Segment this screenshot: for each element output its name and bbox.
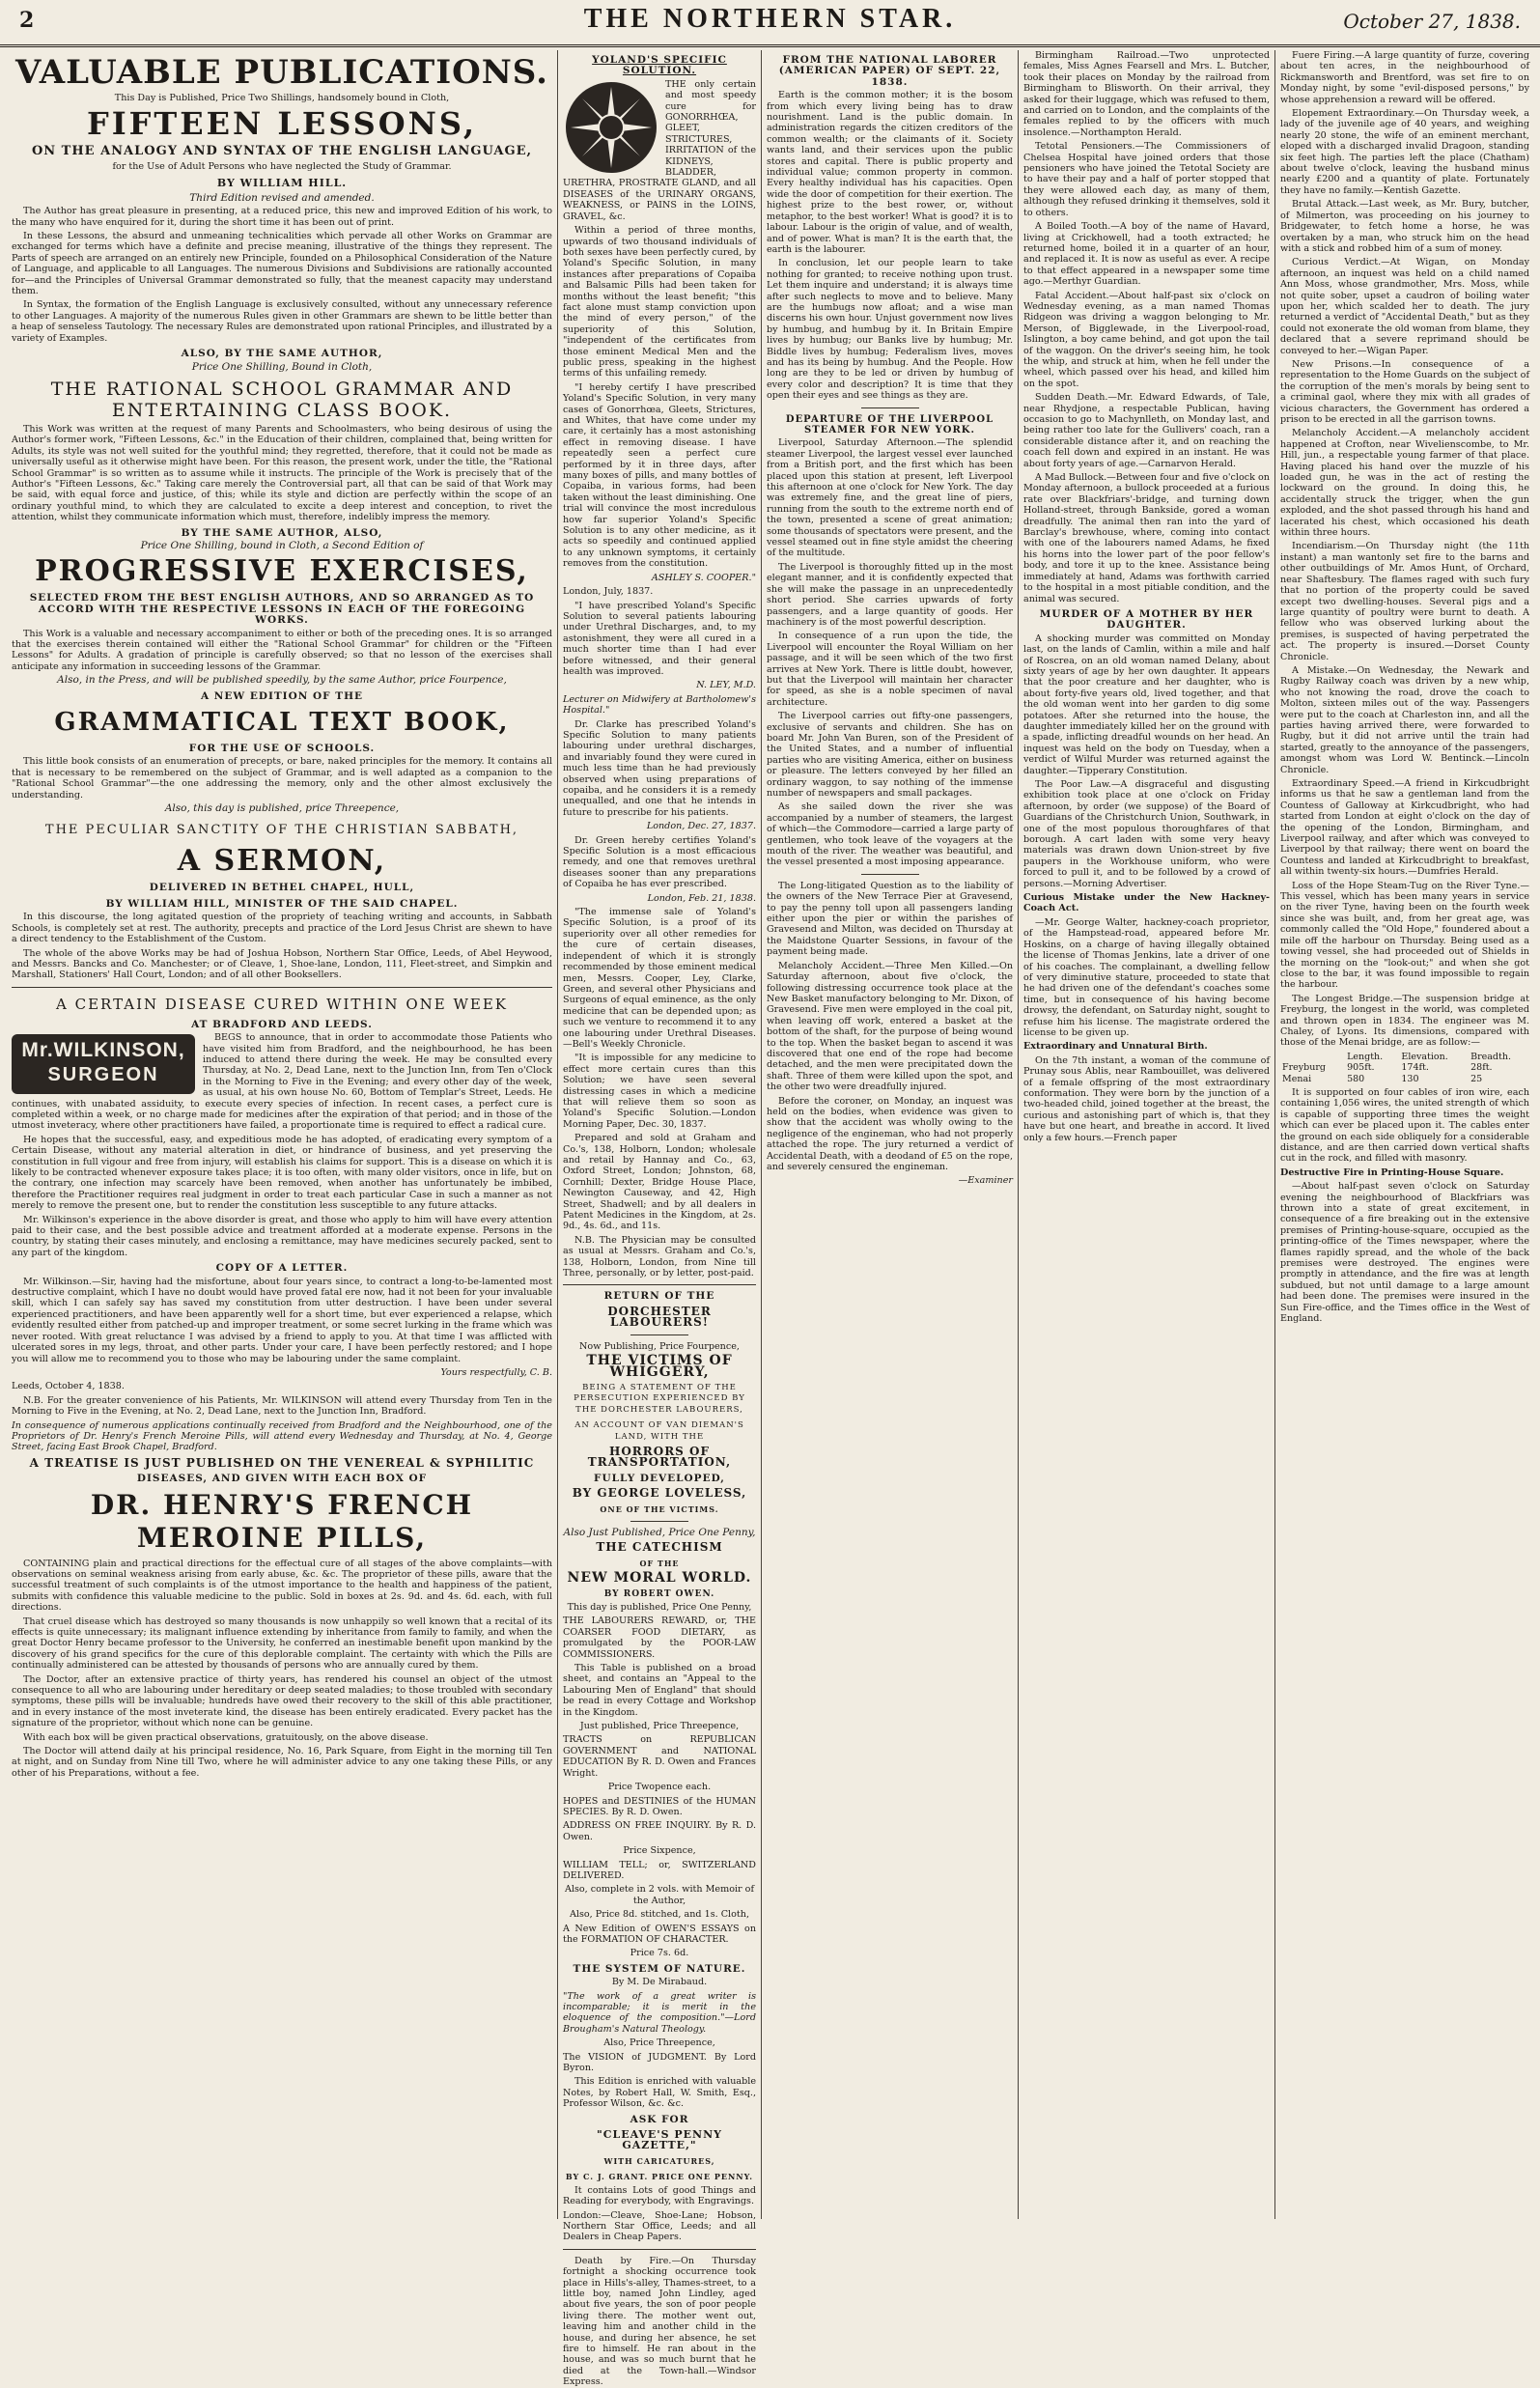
article-paragraph: The Author has great pleasure in presenting, at a reduced price, this new and improved Edition of his work, to the many who have enquired for it, during the short time it has been out of print. — [12, 206, 552, 228]
issue-date: October 27, 1838. — [1343, 10, 1521, 33]
gazette-title: "CLEAVE'S PENNY GAZETTE," — [596, 2128, 723, 2152]
sermon-title: A SERMON, — [177, 844, 387, 879]
article-paragraph: Extraordinary Speed.—A friend in Kirkcudbright informs us that he saw a gentleman land from the Countess of Galloway at Kirkcudbright, who had started from London at eight o'clock on the day of the opening of the London, Birmingham, and Liverpool railway, and after which was conveyed to Liverpool by that railway; there went on board the Countess and landed at Kirkcudbright to breakfast, all within twenty-six hours.—Dumfries Herald. — [1280, 778, 1529, 878]
bridge-table — [1280, 1052, 1529, 1084]
article-paragraph: —About half-past seven o'clock on Saturday evening the neighbourhood of Blackfriars was thrown into a state of great excitement, in consequence of a fire breaking out in the extensive premises of Printing-house-square, occupied as the printing-office of the Times newspaper, where the flames rapidly spread, and the whole of the back premises were destroyed. The engines were promptly in attendance, and the fire was at length subdued, but not until damage to a large amount had been done. The premises were insured in the Sun Fire-office, and the Times office in the West of England. — [1280, 1181, 1529, 1325]
article-paragraph: "The immense sale of Yoland's Specific Solution, is a proof of its superiority over all other remedies for the cure of certain diseases, independent of which it is strongly recommended by those eminent medical men, Messrs. Cooper, Ley, Clarke, Green, and several other Physicians and Surgeons of equal eminence, as the only medicine that can be depended upon; as such we venture to recommend it to any one labouring under Urethral Diseases.—Bell's Weekly Chronicle. — [563, 907, 756, 1050]
newspaper-title: THE NORTHERN STAR. — [583, 4, 957, 34]
testimonial-role: Lecturer on Midwifery at Bartholomew's Hospital." — [563, 693, 756, 716]
page-number: 2 — [19, 8, 35, 33]
also-just-note: Also Just Published, Price One Penny, — [563, 1526, 756, 1538]
price-note: Price One Shilling, Bound in Cloth, — [191, 360, 373, 373]
london-address: London:—Cleave, Shoe-Lane; Hobson, Northern Star Office, Leeds; and all Dealers in Cheap Papers. — [563, 2209, 756, 2243]
article-paragraph: BEGS to announce, that in order to accommodate those Patients who have visited him from Bradford, and the neighbourhood, he has been induced to attend there during the week. He may be consulted every Thursday, at No. 2, Dead Lane, next to the Junction Inn, from Ten o'Clock in the Morning to Five in the Evening; and every other day of the week, as usual, at his own house No. 60, Bottom of Templar's Street, Leeds. He continues, with unabated assiduity, to execute every species of infection. In recent cases, a perfect cure is completed within a week, or no charge made for medicines after the expiration of that period; and in those of the utmost inveteracy, where other practitioners have failed, a proportionate time is required to effect a radical cure. — [12, 1032, 552, 1132]
extraordinary-heading: Extraordinary and Unnatural Birth. — [1023, 1041, 1208, 1053]
article-paragraph: A shocking murder was committed on Monday last, on the lands of Camlin, within a mile and half of Roscrea, on an old woman named Delany, about sixty years of age by her own daughter. It appears that the poor creature and her daughter, who is about forty-five years old, lived together, and that the old woman went into her garden to dig some potatoes. After she returned into the house, the daughter immediately killed her on the ground with a spade, inflicting dreadful wounds on her head. An inquest was held on the body on Tuesday, when a verdict of Wilful Murder was returned against the daughter.—Tipperary Constitution. — [1023, 632, 1270, 776]
stamp-name: Mr.WILKINSON, — [21, 1039, 185, 1062]
article-paragraph: N.B. For the greater convenience of his Patients, Mr. WILKINSON will attend every Thursday from Ten in the Morning to Five in the Evening, at No. 2, Dead Lane, next to the Junction Inn, Bradford. — [12, 1394, 552, 1418]
article-paragraph: Fatal Accident.—About half-past six o'clock on Wednesday evening, as a man named Thomas Ridgeon was driving a waggon belonging to Mr. Merson, of Bigglewade, in the Liverpool-road, Islington, a boy came behind, and got upon the tail of the waggon. On the driver's seeing him, he took the whip, and struck at him, when he fell under the wheel, which passed over his head, and killed him on the spot. — [1023, 290, 1270, 389]
this-day-note: This day is published, Price One Penny, — [567, 1602, 752, 1613]
article-paragraph: In this discourse, the long agitated question of the propriety of teaching writing and accounts, in Sabbath Schools, is completely set at rest. The authority, precepts and practice of the Lord Jesus Christ are shewn to have a direct tendency to the Establishment of the Custom. — [12, 912, 552, 945]
article-paragraph: "It is impossible for any medicine to effect more certain cures than this Solution; we have seen several distressing cases in which a medicine that will relieve them so soon as Yoland's Specific Solution.—London Morning Paper, Dec. 30, 1837. — [563, 1053, 756, 1130]
reward-text: THE LABOURERS REWARD, or, THE COARSER FOOD DIETARY, as promulgated by the POOR-LAW COMMISSIONERS. — [563, 1615, 756, 1660]
fifteen-lessons-title: FIFTEEN LESSONS, — [86, 105, 478, 143]
new-edition-heading: A NEW EDITION OF THE — [201, 689, 363, 702]
article-paragraph: A Boiled Tooth.—A boy of the name of Havard, living at Crickhowell, had a tooth extracted; he returned home, boiled it in a quarter of an hour, and replaced it. It is now as useful as ever. A recipe to that effect appeared in a newspaper some time ago.—Merthyr Guardian. — [1023, 221, 1270, 288]
letter-signature: Yours respectfully, C. B. — [440, 1366, 552, 1378]
for-schools-note: FOR THE USE OF SCHOOLS. — [188, 743, 376, 755]
moral-world-title: NEW MORAL WORLD. — [567, 1570, 752, 1587]
article-paragraph: That cruel disease which has destroyed so many thousands is now unhappily so well known that a recital of its effects is quite unnecessary; its malignant influence extending by inheritance from family to family, and when the great Doctor Henry became professor to the University, he conferred an inestimable benefit upon mankind by the discovery of his grand specifics for the cure of this deplorable complaint. The certainty with which the Pills are continually administered can be attested by thousands of persons who are annually cured by them. — [12, 1615, 552, 1672]
article-paragraph: This Table is published on a broad sheet, and contains an "Appeal to the Labouring Men of England" that should be read in every Cottage and Workshop in the Kingdom. — [563, 1663, 756, 1718]
article-paragraph: Within a period of three months, upwards of two thousand individuals of both sexes have been perfectly cured, by Yoland's Specific Solution, in many instances after preparations of Copaiba and Balsamic Pills had been taken for months without the least benefit; "this fact alone must stamp conviction upon the mind of every person," of the superiority of this Solution, "independent of the certificates from those eminent Medical Men and the public press, speaking in the highest terms of this unfailing remedy. — [563, 225, 756, 379]
mirabaud-byline: By M. De Mirabaud. — [611, 1977, 708, 1988]
article-paragraph: Dr. Clarke has prescribed Yoland's Specific Solution to many patients labouring under urethral discharges, and invariably found they were cured in much less time than he had previously observed when using preparations of copaiba, and he considers it is a remedy unequalled, and one that he intends in future to prescribe for his patients. — [563, 718, 756, 818]
price-note: Also, Price Threepence, — [603, 2037, 715, 2049]
article-paragraph: Melancholy Accident.—Three Men Killed.—On Saturday afternoon, about five o'clock, the following distressing occurrence took place at the New Basket manufactory belonging to Mr. Dixon, of Gravesend. Five men were employed in the coal pit, when leaving off work, entered a basket at the bottom of the shaft, for the purpose of being wound to the top. When the basket began to ascend it was discovered that one end of the rope had become detached, and the men were precipitated down the shaft. Three of them were killed upon the spot, and the other two were dreadfully injured. — [767, 960, 1013, 1093]
article-paragraph: It contains Lots of good Things and Reading for everybody, with Engravings. — [563, 2184, 756, 2207]
article-paragraph: Birmingham Railroad.—Two unprotected females, Miss Agnes Fearsell and Mrs. L. Butcher, took their places on Monday by the railroad from Birmingham to Blisworth. On their arrival, they asked for their luggage, which was refused to them, and carried on to London, and the complaints of the females replied to by the officers with much insolence.—Northampton Herald. — [1023, 50, 1270, 138]
grammatical-text-book-title: GRAMMATICAL TEXT BOOK, — [54, 708, 510, 738]
fifteen-lessons-subtitle: ON THE ANALOGY AND SYNTAX OF THE ENGLISH LANGUAGE, — [31, 144, 533, 159]
fully-developed: FULLY DEVELOPED, — [594, 1472, 725, 1484]
article-paragraph: In Syntax, the formation of the English Language is exclusively consulted, without any unnecessary reference to other Languages. A majority of the numerous Rules given in other Grammars are shewn to be little better than a heap of senseless Tautology. The necessary Rules are demonstrated upon rational Principles, and illustrated by a variety of Examples. — [12, 299, 552, 344]
article-paragraph: Brutal Attack.—Last week, as Mr. Bury, butcher, of Milmerton, was proceeding on his journey to Bridgewater, to fetch home a horse, he was overtaken by a man, who struck him on the head with a stick and robbed him of a sum of money. — [1280, 199, 1529, 254]
table-row — [1280, 1052, 1529, 1062]
copy-letter-heading: COPY OF A LETTER. — [215, 1262, 349, 1275]
valuable-publications-heading: VALUABLE PUBLICATIONS. — [15, 53, 548, 92]
article-paragraph: "I hereby certify I have prescribed Yoland's Specific Solution, in very many cases of Gonorrhœa, Gleets, Strictures, and Whites, that have come under my care, it certainly has a most astonishing effect in removing disease. I have repeatedly seen a perfect cure performed by it in three days, after many boxes of pills, and many bottles of Copaiba, in various forms, had been taken without the least diminishing. One trial will convince the most incredulous how far superior Yoland's Specific Solution is to any other medicine, as it acts so speedily and continued applied to any unknown symptoms, it certainly removes from the constitution. — [563, 381, 756, 570]
now-publishing-note: Now Publishing, Price Fourpence, — [579, 1340, 740, 1352]
article-paragraph: Liverpool, Saturday Afternoon.—The splendid steamer Liverpool, the largest vessel ever launched from a British port, and the first which has been placed upon this station at present, left Liverpool this afternoon at one o'clock for New York. The day was extremely fine, and the great line of piers, running from the south to the extreme north end of the town, presented a scene of great animation; some thousands of spectators were present, and the vessel steamed out in fine style amidst the cheering of the multitude. — [767, 437, 1013, 559]
article-paragraph: Elopement Extraordinary.—On Thursday week, a lady of the juvenile age of 40 years, and weighing nearly 20 stone, the wife of an eminent merchant, eloped with a discharged invalid Dragoon, standing six feet high. The parties left the place (Chatham) about twelve o'clock, leaving the husband minus nearly £200 and a quantity of plate. Fortunately they have no family.—Kentish Gazette. — [1280, 108, 1529, 196]
wilkinson-surgeon-stamp — [12, 1034, 195, 1094]
treatise-subheading: DISEASES, AND GIVEN WITH EACH BOX OF — [136, 1473, 428, 1485]
column-rule — [1274, 50, 1275, 2219]
testimonial-date: London, Dec. 27, 1837. — [646, 821, 756, 832]
horrors-heading: HORRORS OF TRANSPORTATION, — [587, 1444, 732, 1470]
rational-grammar-title: THE RATIONAL SCHOOL GRAMMAR AND ENTERTAINING CLASS BOOK. — [50, 378, 514, 421]
hopes-text: HOPES and DESTINIES of the HUMAN SPECIES. By R. D. Owen. — [563, 1795, 756, 1817]
fifteen-lessons-subtitle-2: for the Use of Adult Persons who have neglected the Study of Grammar. — [112, 161, 452, 173]
letter-date: Leeds, October 4, 1838. — [12, 1381, 125, 1392]
price-note: Also, Price 8d. stitched, and 1s. Cloth, — [569, 1909, 749, 1921]
article-paragraph: Mr. Wilkinson.—Sir, having had the misfortune, about four years since, to contract a long-to-be-lamented most destructive complaint, which I have no doubt would have proved fatal ere now, had it not been for your invaluable skill, which I can safely say has saved my constitution from utter destruction. I have been under several experienced practitioners, and have been apparently well for a short time, but ever experienced a relapse, which evidently resulted either from patched-up and improper treatment, or some secret lurking in the frame which was never rooted. With great reluctance I was advised by a friend to apply to you. At that time I was afflicted with ulcerated sores in my legs, throat, and other parts. Under your care, I have been perfectly restored; and I hope you will allow me to recommend you to those who may be labouring under the same complaint. — [12, 1276, 552, 1364]
column-3 — [767, 50, 1013, 2219]
article-paragraph: With each box will be given practical observations, gratuitously, on the above disease. — [23, 1731, 429, 1743]
table-cell: Breadth. — [1470, 1051, 1511, 1062]
table-cell: Elevation. — [1401, 1051, 1448, 1062]
price-note: Price Sixpence, — [623, 1845, 696, 1857]
article-paragraph: Melancholy Accident.—A melancholy accident happened at Crofton, near Wivelienscombe, to Mr. Hill, jun., a respectable young farmer of that place. Having placed his hand over the muzzle of his loaded gun, he was in the act of resting the lockward on the ground. In doing this, he accidentally struck the trigger, when the gun exploded, and the shot passed through his hand and lacerated his chest, which occasioned his death within three hours. — [1280, 428, 1529, 539]
testimonial-date: London, July, 1837. — [563, 586, 654, 598]
return-heading: RETURN OF THE — [603, 1290, 715, 1303]
article-paragraph: This Work is a valuable and necessary accompaniment to either or both of the preceding ones. It is so arranged that the exercises therein contained will either the "Rational School Grammar" for children or the "Fifteen Lessons" for Adults. A gradation of principle is carefully observed; so that no lesson of the exercises shall anticipate any information in succeeding lessons of the Grammar. — [12, 628, 552, 672]
masthead — [0, 0, 1540, 47]
mirabaud-quote: "The work of a great writer is incomparable; it is merit in the eloquence of the composition."—Lord Brougham's Natural Theology. — [563, 1990, 756, 2035]
sabbath-heading: THE PECULIAR SANCTITY OF THE CHRISTIAN SABBATH, — [44, 823, 519, 838]
article-paragraph: Loss of the Hope Steam-Tug on the River Tyne.—This vessel, which has been many years in service on the river Tyne, having been on the fourth week since she was built, and, from her great age, was commonly called the "Old Hope," foundered about a mile off the harbour on Thursday. Being used as a towing vessel, she had proceeded out of Shields in the morning on the "look-out;" and when she got close to the bar, it was found impossible to regain the harbour. — [1280, 880, 1529, 991]
same-author-heading: BY THE SAME AUTHOR, ALSO, — [181, 526, 383, 539]
fire-heading: Destructive Fire in Printing-House Square. — [1280, 1166, 1504, 1178]
table-cell — [1280, 1052, 1345, 1062]
author-byline: BY WILLIAM HILL. — [216, 176, 348, 189]
cure-heading: A CERTAIN DISEASE CURED WITHIN ONE WEEK — [56, 995, 508, 1013]
national-laborer-heading: FROM THE NATIONAL LABORER (AMERICAN PAPER) OF SEPT. 22, 1838. — [778, 54, 1001, 88]
article-paragraph: In conclusion, let our people learn to take nothing for granted; to receive nothing upon trust. Let them inquire and understand; it is always time after such neglects to move and to believe. Many are the humbugs now afloat; and a wise man discerns his own hour. Unjust government now lives by humbug, and humbug by it. In Britain Empire lives by humbug; our Banks live by humbug; Mr. Biddle lives by humbug; Federalism lives, moves and has its being by humbug. And the People. How long are they to be led or driven by humbug of every color and description? It is time that they open their eyes and see things as they are. — [767, 258, 1013, 402]
column-rule — [1018, 50, 1019, 2219]
table-cell: Menai — [1282, 1073, 1312, 1084]
victims-title: THE VICTIMS OF WHIGGERY, — [586, 1353, 733, 1380]
article-paragraph: Tetotal Pensioners.—The Commissioners of Chelsea Hospital have joined orders that those pensioners who have joined the Tetotal Society are to have their pay and a half of porter stopped that they were allowed each day, as many of them, although they refused drinking it themselves, sold it to others. — [1023, 141, 1270, 218]
article-paragraph: The Liverpool carries out fifty-one passengers, exclusive of servants and children. She has on board Mr. John Van Buren, son of the President of the United States, and a number of influential parties who are visiting America, either on business or pleasure. The letters conveyed by her filled an ordinary waggon, to say nothing of the immense number of newspapers and small packages. — [767, 711, 1013, 799]
price-note: Price 7s. 6d. — [630, 1948, 689, 1959]
address-text: ADDRESS ON FREE INQUIRY. By R. D. Owen. — [563, 1820, 756, 1842]
victims-subtitle: BEING A STATEMENT OF THE PERSECUTION EXPERIENCED BY THE DORCHESTER LABOURERS, — [574, 1382, 745, 1415]
consequence-note: In consequence of numerous applications continually received from Bradford and the Neighbourhood, one of the Proprietors of Dr. Henry's French Meroine Pills, will attend every Wednesday and Thursday, at No. 4, George Street, facing East Brook Chapel, Bradford. — [12, 1419, 552, 1453]
column-1 — [12, 50, 552, 2219]
of-the: OF THE — [639, 1558, 680, 1568]
table-row — [1280, 1074, 1529, 1084]
publication-intro: This Day is Published, Price Two Shillings, handsomely bound in Cloth, — [114, 93, 450, 103]
table-cell: 25 — [1470, 1073, 1483, 1084]
caricatures-note: WITH CARICATURES, — [603, 2155, 715, 2166]
article-paragraph: The Poor Law.—A disgraceful and disgusting exhibition took place at one o'clock on Friday afternoon, by order (we suppose) of the Board of Guardians of the Christchurch Union, Southwark, in one of the most populous thoroughfares of that borough. A cart laden with some very heavy materials was drawn down Union-street by five paupers in the Workhouse uniform, who were forced to pull it, and to be followed by a crowd of persons.—Morning Advertiser. — [1023, 779, 1270, 889]
article-paragraph: The Liverpool is thoroughly fitted up in the most elegant manner, and it is confidently expected that she will make the passage in an unprecedentedly short period. She carries upwards of forty passengers, and a large quantity of goods. Her machinery is of the most powerful description. — [767, 561, 1013, 628]
cure-subheading: AT BRADFORD AND LEEDS. — [191, 1018, 373, 1030]
article-paragraph: The Doctor, after an extensive practice of thirty years, has rendered his counsel an object of the utmost consequence to all who are labouring under hereditary or deep seated maladies; to those troubled with secondary symptoms, these pills will be invaluable; hundreds have owed their recovery to the skill of this able practitioner, and in every instance of the most inveterate kind, the disease has been entirely eradicated. Every packet has the signature of the proprietor, without which none can be genuine. — [12, 1673, 552, 1729]
article-paragraph: Earth is the common mother; it is the bosom from which every living being has to draw nourishment. Land is the public domain. In administration regards the citizen creditors of the common wealth; or the claimants of it. Society wants land, and their services upon the public stores and capital. There is public property and individual value; common property in common. Every healthy individual has his capacities. Open wide the door of competition for their exertion. The highest prize to the best rower, or, without metaphor, to the best worker! What is good? it is to labour. Labour is the origin of value, and of wealth, and of power. What is man? It is the earth that, the earth is the labourer. — [767, 90, 1013, 255]
starburst-seal-icon — [563, 79, 659, 176]
article-paragraph: N.B. The Physician may be consulted as usual at Messrs. Graham and Co.'s, 138, Holborn, London, from Nine till Three, personally, or by letter, post-paid. — [563, 1234, 756, 1279]
also-by-heading: ALSO, BY THE SAME AUTHOR, — [181, 348, 383, 360]
article-paragraph: In consequence of a run upon the tide, the Liverpool will encounter the Royal William on her passage, and it will be seen which of the two first arrives at New York. There is little doubt, however, but that the Liverpool will maintain her character for speed, as she is a noble specimen of naval architecture. — [767, 631, 1013, 708]
article-paragraph: As she sailed down the river she was accompanied by a number of steamers, the largest of which—the Commodore—carried a large party of gentlemen, who took leave of the voyagers at the mouth of the river. The weather was beautiful, and the vessel presented a most imposing appearance. — [767, 801, 1013, 868]
dorchester-heading: DORCHESTER LABOURERS! — [607, 1304, 712, 1330]
sermon-byline: BY WILLIAM HILL, MINISTER OF THE SAID CHAPEL. — [105, 897, 459, 910]
owen-essays-text: A New Edition of OWEN'S ESSAYS on the FORMATION OF CHARACTER. — [563, 1923, 756, 1945]
tracts-text: TRACTS on REPUBLICAN GOVERNMENT and NATIONAL EDUCATION By R. D. Owen and Frances Wright. — [563, 1734, 756, 1779]
column-rule — [761, 50, 762, 2219]
article-paragraph: This little book consists of an enumeration of precepts, or bare, naked principles for the memory. It contains all that is necessary to be remembered on the subject of Grammar, and is well adapted as a companion to the "Rational School Grammar"—the one addressing the memory, only and the other almost exclusively the understanding. — [12, 756, 552, 801]
price-note: Price One Shilling, bound in Cloth, a Second Edition of — [140, 539, 424, 551]
column-2 — [563, 50, 756, 2388]
specific-intro: THE only certain and most speedy cure for GONORRHŒA, GLEET, STRICTURES, IRRITATION of the KIDNEYS, BLADDER, URETHRA, PROSTRATE GLAND, and all DISEASES of the URINARY ORGANS, WEAKNESS, or PAINS in the LOINS, GRAVEL, &c. — [563, 78, 756, 222]
curious-heading: Curious Mistake under the New Hackney-Coach Act. — [1023, 892, 1270, 914]
sermon-delivered: DELIVERED IN BETHEL CHAPEL, HULL, — [149, 882, 415, 894]
in-press-note: Also, in the Press, and will be published speedily, by the same Author, price Fourpence, — [57, 674, 507, 687]
article-paragraph: Fuere Firing.—A large quantity of furze, covering about ten acres, in the neighbourhood of Rickmansworth and Brentford, was set fire to on Monday night, by some "evil-disposed persons," by whose apprehension a reward will be offered. — [1280, 50, 1529, 105]
article-paragraph: The Doctor will attend daily at his principal residence, No. 16, Park Square, from Eight in the morning till Ten at night, and on Sunday from Nine till Two, where he will administer advice to any one taking these Pills, or any other of his Preparations, without a fee. — [12, 1746, 552, 1779]
also-this-day-note: Also, this day is published, price Threepence, — [164, 802, 400, 815]
table-cell: 905ft. — [1347, 1062, 1375, 1074]
article-paragraph: It is supported on four cables of iron wire, each containing 1,056 wires, the united strength of which is capable of supporting three times the weight which can ever be placed upon it. The cables enter the ground on each side obliquely for a considerable distance, and are then carried down vertical shafts cut in the rock, and filled with masonry. — [1280, 1086, 1529, 1165]
stamp-title: SURGEON — [47, 1064, 159, 1086]
owen-byline: BY ROBERT OWEN. — [603, 1588, 715, 1599]
system-nature-title: THE SYSTEM OF NATURE. — [573, 1962, 746, 1975]
article-paragraph: Curious Verdict.—At Wigan, on Monday afternoon, an inquest was held on a child named Ann Moss, whose grandmother, Mrs. Moss, while not quite sober, upset a caudron of boiling water upon her, which scalded her to death. The jury returned a verdict of "Accidental Death," but as they could not exonerate the old woman from blame, they declared that a severe reprimand should be conveyed to her.—Wigan Paper. — [1280, 257, 1529, 356]
loveless-byline: BY GEORGE LOVELESS, — [572, 1486, 747, 1501]
article-paragraph: CONTAINING plain and practical directions for the effectual cure of all stages of the above complaints—with observations on seminal weakness arising from early abuse, &c. &c. The proprietor of these pills, aware that the successful treatment of such complaints is of the utmost importance to the health and happiness of the patient, submits with confidence this valuable medicine to the public. Sold in boxes at 2s. 9d. and 4s. 6d. each, with full directions. — [12, 1558, 552, 1614]
article-paragraph: A Mistake.—On Wednesday, the Newark and Rugby Railway coach was driven by a new whip, who not knowing the road, drove the coach to Molton, sixteen miles out of the way. Passengers were put to the coach at Charleston inn, and all the parties having arrived there, were forwarded to Rugby, but it did not arrive until the train had started, greatly to the annoyance of the passengers, amongst whom was Lord W. Bentinck.—Lincoln Chronicle. — [1280, 664, 1529, 775]
article-paragraph: The Long-litigated Question as to the liability of the owners of the New Terrace Pier at Gravesend, to pay the penny toll upon all passengers landing either upon the pier or within the parishes of Gravesend and Milton, was decided on Thursday at the Maidstone Quarter Sessions, in favour of the payment being made. — [767, 880, 1013, 958]
henry-pills-title: DR. HENRY'S FRENCH MEROINE PILLS, — [90, 1488, 474, 1554]
edition-note: Third Edition revised and amended. — [189, 191, 375, 204]
article-paragraph: "I have prescribed Yoland's Specific Solution to several patients labouring under Urethral Discharges, and, to my astonishment, they were all cured in a much shorter time than I had ever before witnessed, and their general health was improved. — [563, 600, 756, 677]
article-paragraph: A Mad Bullock.—Between four and five o'clock on Monday afternoon, a bullock proceeded at a furious rate over Blackfriars'-bridge, and turning down Holland-street, through Bankside, gored a woman dreadfully. The animal then ran into the yard of Barclay's brewhouse, where, coming into contact with one of the labourers named Adams, he fixed his horns into the lower part of the poor fellow's body, and tore it up to the knee. Assistance being immediately at hand, Adams was forthwith carried to the hospital in a most pitiable condition, and the animal was secured. — [1023, 472, 1270, 604]
article-paragraph: This Work was written at the request of many Parents and Schoolmasters, who being desirous of using the Author's former work, "Fifteen Lessons, &c." in the Education of their children, complained that, being written for Adults, its style was not well suited for the youthful mind; they regretted, therefore, that it could not be made as universally useful as it otherwise might have been. For this reason, the present work, under the title, the "Rational School Grammar" is so written as to assume while it instructs. The principle of the Work is precisely that of the Author's "Fifteen Lessons, &c." Taking care merely the Controversial part, all that can be said of that Work may be said, with equal force and justice, of this; while its style and diction are perfectly within the scope of an ordinary youthful mind, to which they are calculated to excite a deep interest and conception, to rivet the attention, whilst they communicate information which must, therefore, indelibly impress the memory. — [12, 423, 552, 523]
catechism-title: THE CATECHISM — [596, 1540, 723, 1555]
source-attribution: —Examiner — [958, 1175, 1013, 1187]
article-paragraph: Sudden Death.—Mr. Edward Edwards, of Tale, near Rhydjone, a respectable Publican, having occasion to go to Machynlleth, on Monday last, and being rather too late for the Gullivers' coach, ran a considerable distance after it, and on reaching the coach fell down and expired in an instant. He was about forty years of age.—Carnarvon Herald. — [1023, 392, 1270, 469]
table-cell: 174ft. — [1401, 1062, 1429, 1074]
cleave-byline: BY C. J. GRANT. PRICE ONE PENNY. — [565, 2172, 754, 2182]
article-paragraph: The Longest Bridge.—The suspension bridge at Freyburg, the longest in the world, was completed and thrown open in 1834. The engineer was M. Chaley, of Lyons. Its dimensions, compared with those of the Menai bridge, are as follow:— — [1280, 993, 1529, 1049]
just-published-note: Just published, Price Threepence, — [579, 1721, 740, 1732]
specific-solution-heading: YOLAND'S SPECIFIC SOLUTION. — [592, 54, 727, 77]
treatise-heading: A TREATISE IS JUST PUBLISHED ON THE VENEREAL & SYPHILITIC — [29, 1455, 535, 1470]
progressive-subtitle: SELECTED FROM THE BEST ENGLISH AUTHORS, AND SO ARRANGED AS TO ACCORD WITH THE RESPECTIVE LESSONS IN EACH OF THE FOREGOING WORKS. — [29, 592, 535, 627]
column-4 — [1023, 50, 1270, 2219]
article-paragraph: Prepared and sold at Graham and Co.'s, 138, Holborn, London; wholesale and retail by Hannay and Co., 63, Oxford Street, London; Johnston, 68, Cornhill; Dexter, Bridge House Place, Newington Causeway, and 42, High Street, Shadwell; and by all dealers in Patent Medicines in the Kingdom, at 2s. 9d., 4s. 6d., and 11s. — [563, 1133, 756, 1232]
article-paragraph: —Mr. George Walter, hackney-coach proprietor, of the Hampstead-road, appeared before Mr. Hoskins, on a charge of having illegally obtained the license of Thomas Jenkins, late a driver of one of his coaches. The complainant, a dwelling fellow of very diminutive stature, proceeded to state that he had driven one of the defendant's coaches some time, but in consequence of his having become drowsy, the defendant, on Saturday night, sought to refuse him his license. The magistrate ordered the license to be given up. — [1023, 916, 1270, 1038]
liverpool-steamer-heading: DEPARTURE OF THE LIVERPOOL STEAMER FOR NEW YORK. — [785, 413, 994, 435]
table-row — [1280, 1062, 1529, 1073]
article-paragraph: Before the coroner, on Monday, an inquest was held on the bodies, when evidence was given to show that the accident was wholly owing to the negligence of the engineman, who had not properly attached the rope. The jury returned a verdict of Accidental Death, with a deodand of £5 on the rope, and severely censured the engineman. — [767, 1095, 1013, 1172]
article-paragraph: On the 7th instant, a woman of the commune of Prunay sous Ablis, near Rambouillet, was delivered of a female offspring of the most extraordinary conformation. They were born by the junction of a two-headed child, joined together at the breast, the curious and astonishing part of which is, that they have but one heart, and breathe in accord. It lived only a few hours.—French paper — [1023, 1054, 1270, 1143]
article-paragraph: Mr. Wilkinson's experience in the above disorder is great, and those who apply to him will have every attention paid to their case, and the best possible advice and treatment afforded at a moderate expense. Persons in the country, by stating their cases minutely, and enclosing a remittance, may have medicines securely packed, sent to any part of the kingdom. — [12, 1214, 552, 1258]
table-cell: 580 — [1347, 1073, 1365, 1084]
murder-heading: MURDER OF A MOTHER BY HER DAUGHTER. — [1039, 607, 1254, 632]
column-rule — [557, 50, 558, 2219]
article-paragraph: New Prisons.—In consequence of a representation to the Home Guards on the subject of the corruption of the men's morals by being sent to a criminal gaol, where they mix with all grades of vicious characters, the Government has ordered a prison to be erected in all the garrison towns. — [1280, 358, 1529, 425]
victims-subtitle-2: AN ACCOUNT OF VAN DIEMAN'S LAND, WITH THE — [574, 1420, 744, 1442]
testimonial-date: London, Feb. 21, 1838. — [647, 892, 756, 904]
table-cell: 130 — [1401, 1073, 1419, 1084]
article-paragraph: Death by Fire.—On Thursday fortnight a shocking occurrence took place in Hills's-alley, Thames-street, to a little boy, named John Lindley, aged about five years, the son of poor people living there. The mother went out, leaving him and another child in the house, and during her absence, he set fire to himself. He ran about in the house, and was so much burnt that he died at the Town-hall.—Windsor Express. — [563, 2255, 756, 2388]
also-complete-note: Also, complete in 2 vols. with Memoir of the Author, — [564, 1884, 755, 1906]
article-paragraph: Incendiarism.—On Thursday night (the 11th instant) a man wantonly set fire to the barns and other outbuildings of Mr. Amos Hunt, of Orchard, near Shaftesbury. The flames raged with such fury that no portion of the property could be saved except two dwelling-houses. Several pigs and a large quantity of poultry were burnt to death. A fellow who was observed lurking about the premises, is suspected of having perpetrated the act. The property is insured.—Dorset County Chronicle. — [1280, 541, 1529, 662]
price-note: Price Twopence each. — [607, 1782, 712, 1793]
one-of-victims: ONE OF THE VICTIMS. — [600, 1503, 719, 1514]
william-tell-text: WILLIAM TELL; or, SWITZERLAND DELIVERED. — [563, 1859, 756, 1881]
article-paragraph: This Edition is enriched with valuable Notes, by Robert Hall, W. Smith, Esq., Professor Wilson, &c. &c. — [563, 2076, 756, 2110]
table-cell: 28ft. — [1470, 1062, 1493, 1074]
progressive-exercises-title: PROGRESSIVE EXERCISES, — [35, 554, 529, 589]
ask-for-heading: ASK FOR — [630, 2113, 689, 2125]
article-paragraph: Dr. Green hereby certifies Yoland's Specific Solution is a most efficacious remedy, and one that removes urethral diseases sooner than any preparations of Copaiba he has ever prescribed. — [563, 834, 756, 890]
article-paragraph: He hopes that the successful, easy, and expeditious mode he has adopted, of eradicating every symptom of a Certain Disease, without any material alteration in diet, or hindrance of business, and yet preserving the constitution in full vigour and free from injury, will establish his claims for support. This is a disease on which it is likely to be contracted whenever exposure takes place; it is too often, with many older visitors, once in life, but on the contrary, one infection may scarcely have been removed, when another has unfortunately be imbibed, therefore the Practitioner requires real judgment in order to treat each particular Case in such a manner as not merely to remove the present one, but to render the constitution less susceptible to any future attacks. — [12, 1134, 552, 1212]
vision-text: The VISION of JUDGMENT. By Lord Byron. — [563, 2051, 756, 2074]
article-paragraph: The whole of the above Works may be had of Joshua Hobson, Northern Star Office, Leeds, of Abel Heywood, and Messrs. Bancks and Co. Manchester; or of Cleave, 1, Shoe-lane, London, 111, Fleet-street, and Simpkin and Marshall, Stationers' Hall Court, London; and of all other Booksellers. — [12, 947, 552, 981]
testimonial-signature: ASHLEY S. COOPER." — [651, 572, 756, 583]
table-cell: Freyburg — [1282, 1062, 1326, 1074]
testimonial-signature: N. LEY, M.D. — [696, 680, 756, 691]
column-5 — [1280, 50, 1529, 2219]
table-cell: Length. — [1347, 1051, 1384, 1062]
article-paragraph: In these Lessons, the absurd and unmeaning technicalities which pervade all other Works on Grammar are exchanged for terms which have a definite and precise meaning, illustrative of the things they represent. The Parts of speech are arranged on an entirely new Principle, founded on a Philosophical Consideration of the Nature of Language, and applicable to all Languages. The numerous Divisions and Subdivisions are rationally accounted for—and the Principles of Universal Grammar demonstrated so fully, that the meanest capacity may understand them. — [12, 231, 552, 297]
